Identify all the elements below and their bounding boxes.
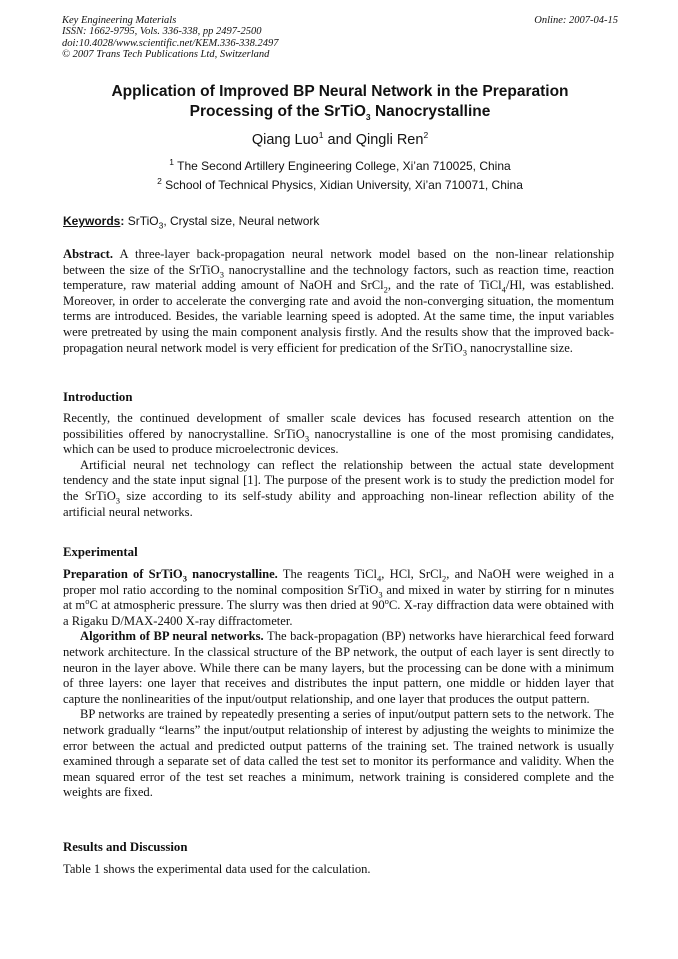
paragraph-subscript: 2 xyxy=(442,573,447,584)
run-in-text: Preparation of SrTiO xyxy=(63,567,183,581)
introduction-paragraph xyxy=(63,458,614,520)
online-date: Online: 2007-04-15 xyxy=(534,15,618,26)
experimental-body xyxy=(63,567,614,801)
abstract-paragraph xyxy=(63,247,614,356)
results-body xyxy=(63,862,614,878)
keywords-subscript: 3 xyxy=(158,220,164,231)
section-heading-results: Results and Discussion xyxy=(63,840,188,854)
title-text: Processing of the SrTiO xyxy=(189,103,366,120)
abstract-subscript: 3 xyxy=(219,269,225,280)
title-line-2 xyxy=(62,102,618,122)
section-heading-experimental: Experimental xyxy=(63,545,138,559)
experimental-paragraph xyxy=(63,567,614,629)
journal-header xyxy=(62,15,618,61)
paragraph-text: size according to its self-study ability and approaching non-linear reflection ability of the artificial neural networks. xyxy=(63,488,615,519)
abstract-text: A three-layer back-propagation neural network model based on the non-linear relationship between the size of the SrTiO xyxy=(63,247,614,277)
affiliation-mark: 1 xyxy=(169,157,175,167)
experimental-paragraph xyxy=(63,707,614,801)
title-line-1: Application of Improved BP Neural Network in the Preparation xyxy=(111,83,569,100)
affiliation-mark: 2 xyxy=(157,176,162,186)
author-name: Qingli Ren xyxy=(355,132,424,148)
journal-name: Key Engineering Materials xyxy=(62,15,177,26)
run-in-heading xyxy=(63,567,278,584)
affiliation-text: School of Technical Physics, Xidian University, Xi’an 710071, China xyxy=(161,178,523,192)
results-paragraph: Table 1 shows the experimental data used for the calculation. xyxy=(63,862,371,876)
section-heading-introduction: Introduction xyxy=(63,390,133,404)
degree-mark: o xyxy=(85,596,90,606)
paragraph-subscript: 3 xyxy=(115,495,121,506)
affiliation-text: The Second Artillery Engineering College, Xi’an 710025, China xyxy=(174,159,511,173)
abstract-text: /Hl, was established. Moreover, in order to accelerate the converging rate and avoid the non-converging situation, the momentum terms are introduced. Besides, the variable learning speed is adopted. At the same time, the input variables were pretreated by using the main component analysis firstly. And the results show that the improved back-propagation neural network model is very efficient for predication of the SrTiO xyxy=(63,278,614,355)
paragraph-text: and mixed in water by stirring for n minutes at m xyxy=(63,582,615,613)
abstract-label: Abstract. xyxy=(63,247,114,261)
title-subscript: 3 xyxy=(365,112,371,123)
keywords-text: , Crystal size, Neural network xyxy=(163,214,320,228)
title-text: Nanocrystalline xyxy=(370,103,491,120)
paragraph-text: The reagents TiCl xyxy=(277,567,378,581)
paragraph-text: , HCl, SrCl xyxy=(381,567,443,581)
journal-issn: ISSN: 1662-9795, Vols. 336-338, pp 2497-2500 xyxy=(62,26,262,38)
run-in-heading: Algorithm of BP neural networks. xyxy=(80,629,264,644)
abstract-text: nanocrystalline size. xyxy=(467,340,573,355)
author-conjunction: and xyxy=(323,132,356,148)
abstract-subscript: 2 xyxy=(383,284,388,295)
degree-mark: o xyxy=(384,596,389,606)
keywords-line xyxy=(63,214,619,229)
affiliation xyxy=(62,178,618,193)
abstract-text: nanocrystalline and the technology factors, such as reaction time, reaction temperature, raw material adding amount of NaOH and SrCl xyxy=(63,262,614,293)
paragraph-subscript: 3 xyxy=(378,589,383,600)
abstract-subscript: 3 xyxy=(462,347,467,358)
affiliation xyxy=(62,159,618,174)
experimental-paragraph xyxy=(63,629,614,707)
paragraph-text: Recently, the continued development of smaller scale devices has focused research attention on the possibilities offered by nanocrystalline. SrTiO xyxy=(63,411,614,441)
paragraph-text: The back-propagation (BP) networks have hierarchical feed forward network architecture. In the classical structure of the BP network, the output of each layer is sent directly to neuron in the layer above. While there can be many layers, but the processing can be done with a minimum of three layers: one layer that receives and distributes the input pattern, one middle or hidden layer that capture the nonlinearities of the input/output relationship, and one layer that produces the output pattern. xyxy=(63,629,614,706)
paper-title xyxy=(62,82,618,122)
paragraph-text: nanocrystalline is one of the most promising candidates, which can be used to produce microelectronic devices. xyxy=(63,426,614,457)
introduction-body xyxy=(63,411,614,520)
abstract xyxy=(63,247,614,356)
paragraph-subscript: 3 xyxy=(304,433,310,444)
paragraph-text: BP networks are trained by repeatedly presenting a series of input/output pattern sets to the network. The network gradually “learns” the input/output relationship of interest by adjusting the weights to minimize the error between the actual and predicted output patterns of the training set. The trained network is usually examined through a separate set of data called the test set to monitor its performance and validity. When the mean squared error of the test set reaches a minimum, network training is considered complete and the weights are fixed. xyxy=(63,707,614,800)
paragraph-text: C. X-ray diffraction data were obtained with a Rigaku D/MAX-2400 X-ray diffractometer. xyxy=(63,598,614,628)
run-in-text: nanocrystalline. xyxy=(186,567,278,581)
run-in-subscript: 3 xyxy=(182,573,187,584)
keywords-colon: : xyxy=(120,214,125,228)
author-name: Qiang Luo xyxy=(251,132,319,148)
abstract-subscript: 4 xyxy=(501,284,506,295)
keywords-label: Keywords xyxy=(63,214,121,228)
abstract-text: , and the rate of TiCl xyxy=(387,278,502,293)
journal-copyright: © 2007 Trans Tech Publications Ltd, Switzerland xyxy=(62,49,270,61)
author-list xyxy=(62,131,618,149)
journal-doi: doi:10.4028/www.scientific.net/KEM.336-338.2497 xyxy=(62,37,279,49)
introduction-paragraph xyxy=(63,411,614,458)
author-affil-mark: 2 xyxy=(423,130,429,141)
keywords-text: SrTiO xyxy=(124,214,159,228)
paragraph-text: Artificial neural net technology can reflect the relationship between the actual state development tendency and the state input signal [1]. The purpose of the present work is to study the prediction model for the SrTiO xyxy=(63,457,614,503)
paragraph-text: C at atmospheric pressure. The slurry was then dried at 90 xyxy=(89,598,385,613)
paragraph-subscript: 4 xyxy=(377,573,382,584)
author-affil-mark: 1 xyxy=(318,130,324,141)
paragraph-text: , and NaOH were weighed in a proper mol ratio according to the nominal composition SrTiO xyxy=(63,567,614,597)
